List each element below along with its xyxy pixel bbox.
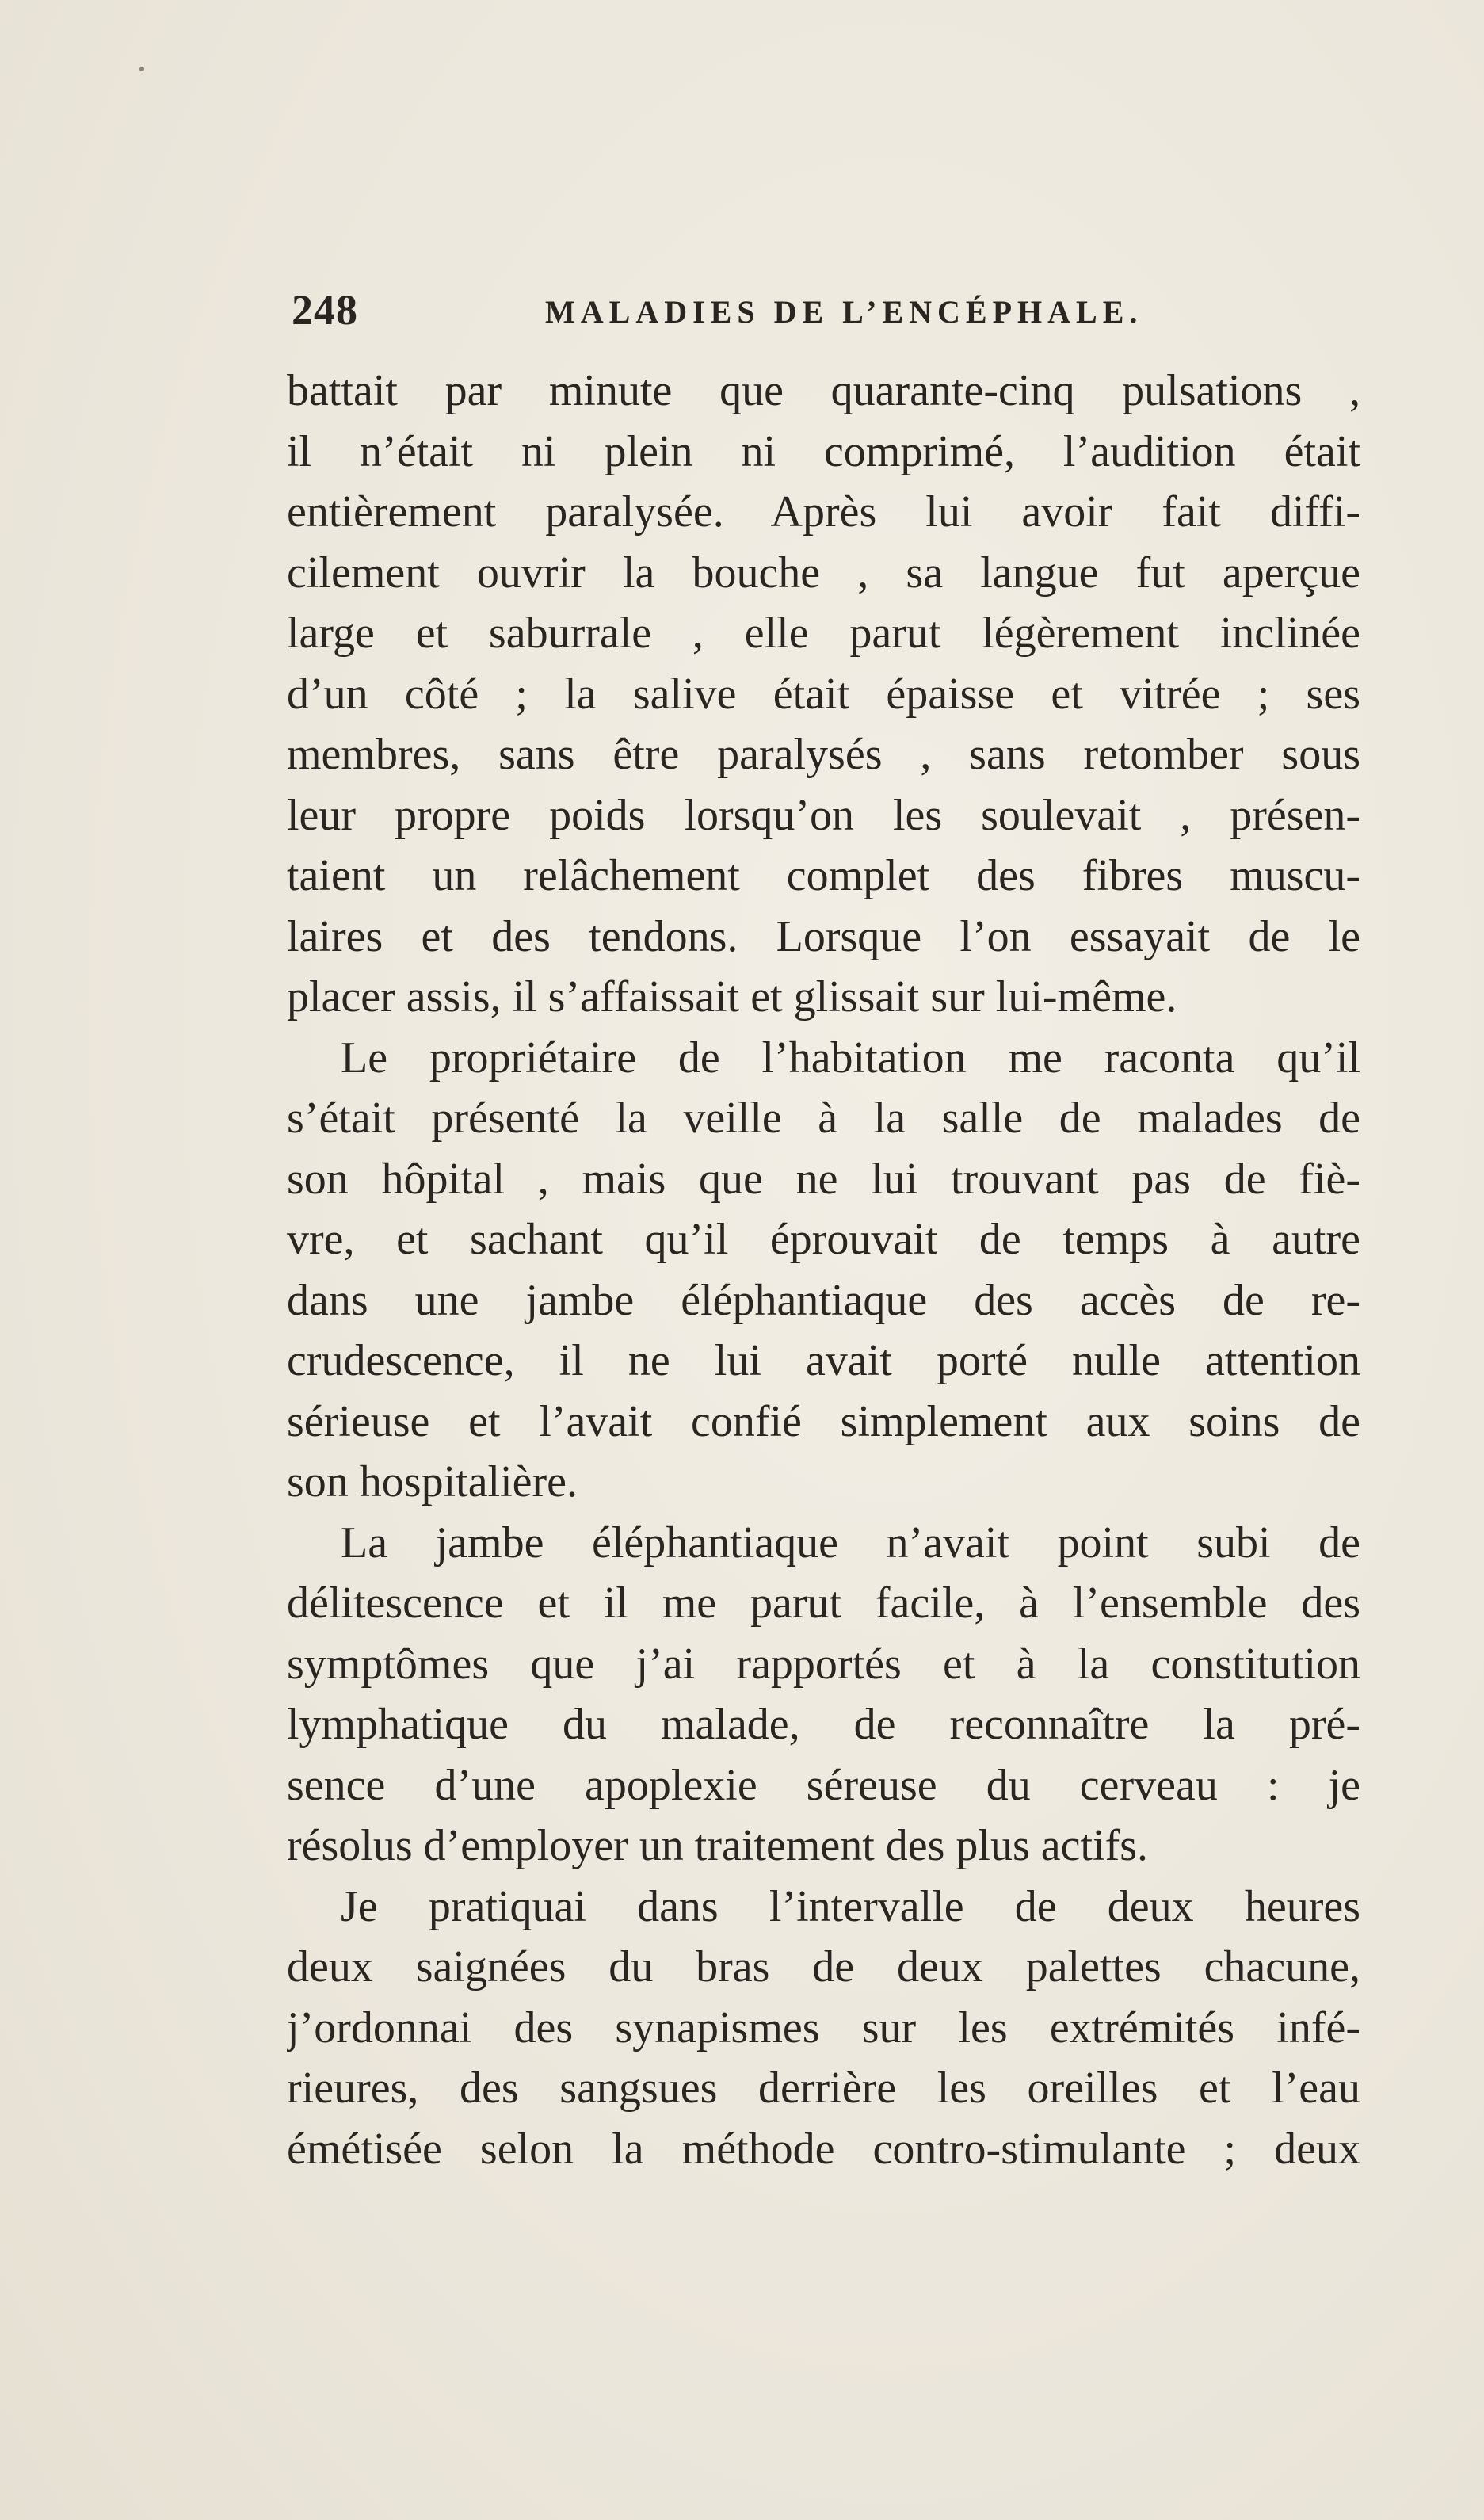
text-line: son hospitalière. — [287, 1457, 578, 1506]
text-line: d’un côté ; la salive était épaisse et vitrée ; ses — [287, 669, 1360, 719]
text-line: émétisée selon la méthode contro-stimulante ; deux — [287, 2124, 1360, 2174]
text-line: taient un relâchement complet des fibres muscu- — [287, 851, 1360, 900]
text-line: rieures, des sangsues derrière les oreilles et l’eau — [287, 2064, 1360, 2113]
text-line: entièrement paralysée. Après lui avoir fait diffi- — [287, 487, 1360, 536]
text-line: délitescence et il me parut facile, à l’ensemble des — [287, 1579, 1360, 1628]
text-line: laires et des tendons. Lorsque l’on essayait de le — [287, 911, 1360, 961]
text-line: vre, et sachant qu’il éprouvait de temps à autre — [287, 1215, 1360, 1264]
paper-speck — [139, 67, 144, 71]
body-text — [287, 361, 1360, 2179]
text-line: deux saignées du bras de deux palettes chacune, — [287, 1942, 1360, 1991]
text-line: j’ordonnai des synapismes sur les extrémités infé- — [287, 2003, 1360, 2052]
text-line: sence d’une apoplexie séreuse du cerveau : je — [287, 1760, 1360, 1810]
text-line: Le propriétaire de l’habitation me raconta qu’il — [341, 1033, 1360, 1082]
text-line: La jambe éléphantiaque n’avait point subi de — [341, 1518, 1360, 1567]
running-head — [292, 285, 1361, 341]
text-line: dans une jambe éléphantiaque des accès de re- — [287, 1275, 1360, 1325]
text-line: résolus d’employer un traitement des plus actifs. — [287, 1821, 1149, 1870]
text-line: leur propre poids lorsqu’on les soulevait , présen- — [287, 790, 1360, 840]
text-line: placer assis, il s’affaissait et glissait sur lui-même. — [287, 972, 1177, 1021]
text-line: il n’était ni plein ni comprimé, l’audition était — [287, 426, 1360, 476]
text-line: battait par minute que quarante-cinq pulsations , — [287, 366, 1360, 415]
text-line: membres, sans être paralysés , sans retomber sous — [287, 730, 1360, 779]
text-line: s’était présenté la veille à la salle de malades de — [287, 1094, 1360, 1143]
text-line: Je pratiquai dans l’intervalle de deux heures — [341, 1881, 1360, 1931]
page-number: 248 — [292, 286, 358, 334]
text-line: sérieuse et l’avait confié simplement aux soins de — [287, 1396, 1360, 1446]
text-line: large et saburrale , elle parut légèrement inclinée — [287, 609, 1360, 658]
text-line: lymphatique du malade, de reconnaître la pré- — [287, 1700, 1360, 1749]
text-line: symptômes que j’ai rapportés et à la constitution — [287, 1639, 1360, 1689]
text-line: crudescence, il ne lui avait porté nulle attention — [287, 1336, 1360, 1385]
text-line: son hôpital , mais que ne lui trouvant pas de fiè- — [287, 1154, 1360, 1204]
running-head-title: MALADIES DE L’ENCÉPHALE. — [545, 294, 1143, 330]
text-line: cilement ouvrir la bouche , sa langue fut aperçue — [287, 548, 1360, 598]
